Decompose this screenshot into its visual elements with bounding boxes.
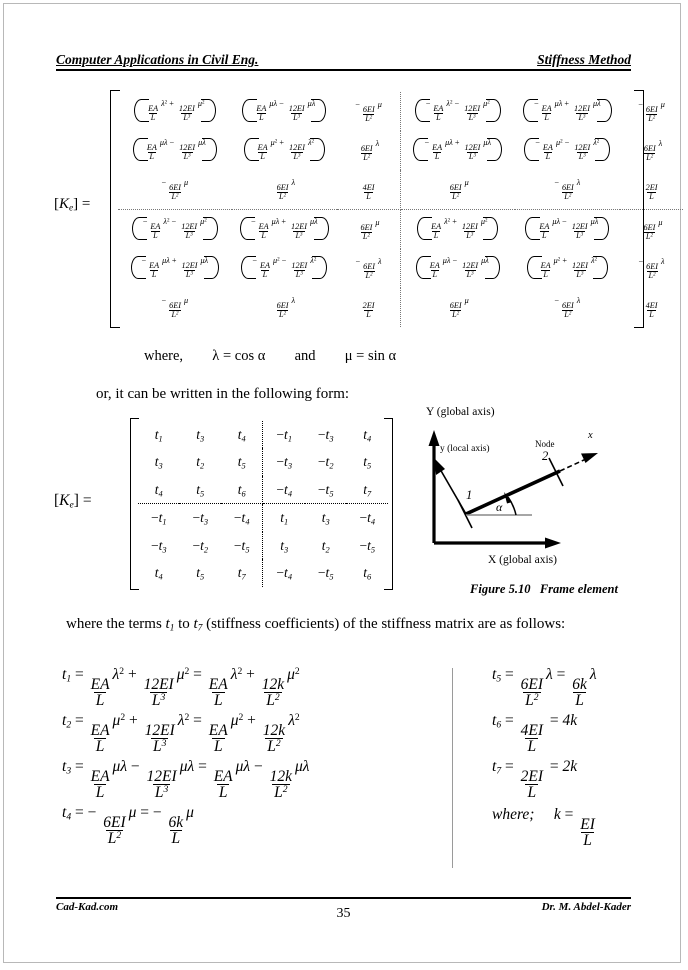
- or-written-form-line: or, it can be written in the following form:: [96, 386, 350, 402]
- para-t7: t: [193, 616, 198, 632]
- t-matrix-cell: $t_4$: [138, 476, 179, 504]
- t-matrix-cell: $-t_1$: [150, 510, 167, 527]
- t-matrix-cell: $-t_5$: [317, 565, 334, 582]
- header-right-title: Stiffness Method: [537, 52, 631, 67]
- t-matrix-cell: $t_1$: [154, 426, 163, 444]
- t-matrix-cell: $-t_3$: [192, 510, 209, 527]
- t-matrix-cell: $t_4$: [221, 421, 263, 448]
- equation-t4: $t_4$ = − $\frac{6EI}{L^2}$ μ = − $\frac{6k}{L}$ μ: [62, 804, 194, 848]
- matrix-cell: $\frac{EA}{L}$ μλ − $\frac{12EI}{L^3}$ μλ: [232, 92, 337, 131]
- matrix-cell: − $\frac{6EI}{L^2}$ λ: [337, 249, 400, 288]
- t-matrix-cell: $t_7$: [221, 559, 263, 587]
- t-matrix-cell: $t_6$: [221, 476, 263, 504]
- equation-column-divider: [452, 668, 453, 868]
- para-part-3: (stiffness coefficients) of the stiffness matrix are as follows:: [202, 616, 566, 632]
- matrix-cell: $\frac{6EI}{L^2}$ μ: [400, 170, 514, 210]
- matrix-cell: $\frac{EA}{L}$ μλ − $\frac{12EI}{L^3}$ μλ: [118, 131, 232, 170]
- equation-t1: $t_1$ = $\frac{EA}{L}$ $\lambda^2$ + $\frac{12EI}{L^3}$ $\mu^2$ = $\frac{EA}{L}$ $\lambda^2$ + $\frac{12k}{L^2}$ $\mu^2$: [62, 666, 300, 710]
- label-x-local-axis: x: [588, 430, 593, 441]
- label-y-local-axis: y (local axis): [440, 444, 490, 454]
- lambda-definition: λ = cos α: [212, 348, 266, 364]
- figure-caption-title: Frame element: [539, 582, 618, 596]
- t-matrix-cell: $t_5$: [196, 565, 205, 582]
- element-stiffness-matrix-expanded: [52, 90, 665, 328]
- t-matrix-cell: $t_3$: [196, 426, 205, 444]
- matrix-row: [118, 249, 683, 288]
- equation-t5: $t_5$ = $\frac{6EI}{L^2}$ λ = $\frac{6k}{L}$ λ: [492, 666, 597, 710]
- matrix-cell: $\frac{6EI}{L^2}$ λ: [276, 295, 296, 320]
- matrix-cell: − $\frac{6EI}{L^2}$ μ: [337, 92, 400, 131]
- label-node-1: 1: [466, 488, 473, 502]
- matrix-cell: − $\frac{EA}{L}$ μλ + $\frac{12EI}{L^3}$ μλ: [400, 131, 514, 170]
- frame-element-diagram: [408, 408, 668, 608]
- stiffness-matrix-t-form: [52, 418, 397, 590]
- t-matrix-cell: $-t_2$: [192, 537, 209, 555]
- t-matrix-cell: $t_6$: [363, 565, 372, 582]
- t-matrix-cell: $-t_4$: [221, 504, 263, 532]
- big-matrix-grid: [118, 92, 683, 327]
- footer-author: Dr. M. Abdel-Kader: [541, 901, 631, 913]
- t-matrix-cell: $t_3$: [321, 510, 330, 527]
- t-matrix-cell: $-t_5$: [221, 532, 263, 559]
- t-matrix-cell: $-t_3$: [276, 454, 292, 471]
- footer-page-number: 35: [336, 906, 351, 921]
- where-lambda-mu-line: [144, 348, 396, 365]
- matrix-cell: $\frac{6EI}{L^2}$ λ: [232, 170, 337, 210]
- para-t1: t: [165, 616, 170, 632]
- matrix-cell: − $\frac{6EI}{L^2}$ μ: [118, 170, 232, 210]
- page-footer: [56, 897, 631, 921]
- matrix-row: [118, 210, 683, 250]
- t-matrix-row: [138, 559, 388, 587]
- t-matrix-row: [138, 532, 388, 559]
- matrix-cell: $\frac{4EI}{L}$: [645, 300, 658, 320]
- t-matrix-cell: $t_7$: [346, 476, 388, 504]
- label-x-global-axis: X (global axis): [488, 554, 557, 566]
- matrix-cell: $\frac{EA}{L}$ $\mu^2$ + $\frac{12EI}{L^3}$ $\lambda^2$: [515, 249, 620, 288]
- t-matrix-row: [138, 448, 388, 475]
- t-matrix-row: [138, 421, 388, 448]
- matrix-cell: $\frac{EA}{L}$ $\lambda^2$ + $\frac{12EI}{L^3}$ $\mu^2$: [118, 92, 232, 131]
- t-matrix-row: [138, 476, 388, 504]
- matrix-cell: − $\frac{EA}{L}$ $\lambda^2$ − $\frac{12EI}{L^3}$ $\mu^2$: [118, 210, 232, 250]
- matrix-row: [118, 170, 683, 210]
- matrix-cell: − $\frac{6EI}{L^2}$ λ: [554, 295, 581, 320]
- matrix-row: [118, 92, 683, 131]
- t-matrix-cell: $-t_3$: [150, 537, 167, 555]
- matrix-cell: − $\frac{EA}{L}$ $\lambda^2$ − $\frac{12EI}{L^3}$ $\mu^2$: [400, 92, 514, 131]
- matrix-cell: − $\frac{EA}{L}$ $\mu^2$ − $\frac{12EI}{L^3}$ $\lambda^2$: [515, 131, 620, 170]
- equation-t6: $t_6$ = $\frac{4EI}{L}$ = 4k: [492, 712, 578, 756]
- matrix-cell: − $\frac{EA}{L}$ μλ + $\frac{12EI}{L^3}$ μλ: [232, 210, 337, 250]
- matrix-cell: $\frac{EA}{L}$ μλ − $\frac{12EI}{L^3}$ μλ: [515, 210, 620, 250]
- equation-t3: $t_3$ = $\frac{EA}{L}$ μλ − $\frac{12EI}{L^3}$ μλ = $\frac{EA}{L}$ μλ − $\frac{12k}{L^2}$ μλ: [62, 758, 310, 802]
- page-sheet: [3, 3, 681, 963]
- matrix-cell: $\frac{6EI}{L^2}$ λ: [643, 138, 663, 163]
- t-matrix-cell: $-t_3$: [317, 426, 334, 444]
- matrix-cell: − $\frac{EA}{L}$ $\mu^2$ − $\frac{12EI}{L^3}$ $\lambda^2$: [232, 249, 337, 288]
- t-matrix-cell: $t_2$: [321, 537, 330, 555]
- t-matrix-cell: $-t_4$: [276, 565, 292, 582]
- para-t1-sub: 1: [169, 623, 175, 634]
- para-part-1: where the terms: [66, 616, 166, 632]
- matrix-cell: $\frac{2EI}{L}$: [620, 170, 683, 210]
- figure-5-10-frame-element: [408, 408, 668, 608]
- matrix-cell: − $\frac{EA}{L}$ μλ + $\frac{12EI}{L^3}$ μλ: [118, 249, 232, 288]
- t-matrix-grid: [138, 421, 388, 587]
- big-matrix-label: $[K_e]$ =: [54, 196, 91, 214]
- matrix-cell: $\frac{EA}{L}$ $\lambda^2$ + $\frac{12EI}{L^3}$ $\mu^2$: [400, 210, 514, 250]
- matrix-cell: $\frac{EA}{L}$ $\mu^2$ + $\frac{12EI}{L^3}$ $\lambda^2$: [232, 131, 337, 170]
- label-alpha-angle: α: [496, 500, 503, 514]
- matrix-cell: − $\frac{6EI}{L^2}$ λ: [638, 256, 665, 281]
- t-matrix-cell: $t_4$: [363, 426, 372, 444]
- global-y-axis-arrow: [429, 430, 440, 446]
- matrix-row: [118, 288, 683, 327]
- t-matrix-cell: $-t_5$: [359, 537, 376, 555]
- figure-caption-number: Figure 5.10: [470, 582, 531, 596]
- local-x-axis-line: [560, 459, 586, 471]
- para-t7-sub: 7: [197, 623, 203, 634]
- t-matrix-cell: $t_3$: [154, 454, 163, 471]
- t-matrix-cell: $-t_5$: [305, 476, 346, 504]
- label-y-global-axis: Y (global axis): [426, 406, 495, 418]
- local-y-axis-arrow: [434, 458, 445, 475]
- figure-caption: [424, 582, 664, 597]
- mu-definition: μ = sin α: [344, 348, 397, 364]
- matrix-cell: $\frac{6EI}{L^2}$ λ: [337, 131, 400, 170]
- equation-t2: $t_2$ = $\frac{EA}{L}$ $\mu^2$ + $\frac{12EI}{L^3}$ $\lambda^2$ = $\frac{EA}{L}$ $\mu^2$ + $\frac{12k}{L^2}$ $\lambda^2$: [62, 712, 300, 756]
- matrix-cell: $\frac{4EI}{L}$: [337, 170, 400, 210]
- matrix-cell: − $\frac{6EI}{L^2}$ λ: [515, 170, 620, 210]
- matrix-cell: $\frac{6EI}{L^2}$ μ: [449, 295, 469, 320]
- t-matrix-cell: $t_2$: [196, 454, 205, 471]
- equation-t7: $t_7$ = $\frac{2EI}{L}$ = 2k: [492, 758, 578, 802]
- stiffness-coefficients-paragraph: [66, 614, 622, 636]
- matrix-cell: $\frac{6EI}{L^2}$ μ: [337, 210, 400, 250]
- where-word: where,: [144, 348, 184, 364]
- local-x-axis-arrow: [581, 453, 598, 463]
- t-matrix-cell: $t_5$: [363, 454, 372, 471]
- matrix-cell: $\frac{2EI}{L}$: [337, 288, 400, 327]
- matrix-row: [118, 131, 683, 170]
- t-matrix-cell: $t_5$: [221, 448, 263, 475]
- t-matrix-cell: $t_3$: [280, 537, 289, 555]
- node-2-tick: [549, 458, 563, 486]
- matrix-cell: − $\frac{EA}{L}$ μλ + $\frac{12EI}{L^3}$ μλ: [515, 92, 620, 131]
- t-matrix-cell: $t_1$: [280, 510, 289, 527]
- header-left-title: Computer Applications in Civil Eng.: [56, 52, 259, 67]
- para-part-2: to: [174, 616, 194, 632]
- t-matrix-cell: $-t_4$: [359, 510, 376, 527]
- label-node-2: 2: [542, 449, 549, 463]
- equation-list-zone: [52, 664, 652, 884]
- matrix-cell: − $\frac{6EI}{L^2}$ μ: [638, 99, 665, 124]
- where-k-word: where;: [492, 806, 535, 823]
- page-header: [56, 52, 631, 71]
- matrix-cell: $\frac{6EI}{L^2}$ μ: [643, 217, 663, 242]
- t-matrix-label: $[K_e]$ =: [54, 492, 92, 511]
- t-matrix-cell: $-t_1$: [276, 426, 292, 444]
- t-matrix-row: [138, 504, 388, 532]
- t-matrix-cell: $t_4$: [154, 565, 163, 582]
- equation-where-k: where; k = $\frac{EI}{L}$: [492, 806, 595, 850]
- matrix-cell: − $\frac{6EI}{L^2}$ μ: [161, 295, 189, 320]
- t-matrix-cell: $t_5$: [179, 476, 220, 504]
- footer-site: Cad-Kad.com: [56, 901, 119, 913]
- matrix-cell: $\frac{EA}{L}$ μλ − $\frac{12EI}{L^3}$ μλ: [400, 249, 514, 288]
- t-matrix-cell: $-t_4$: [263, 476, 305, 504]
- and-word: and: [294, 348, 316, 364]
- global-x-axis-arrow: [545, 538, 561, 549]
- t-matrix-cell: $-t_2$: [317, 454, 334, 471]
- label-node-text: Node: [535, 439, 555, 449]
